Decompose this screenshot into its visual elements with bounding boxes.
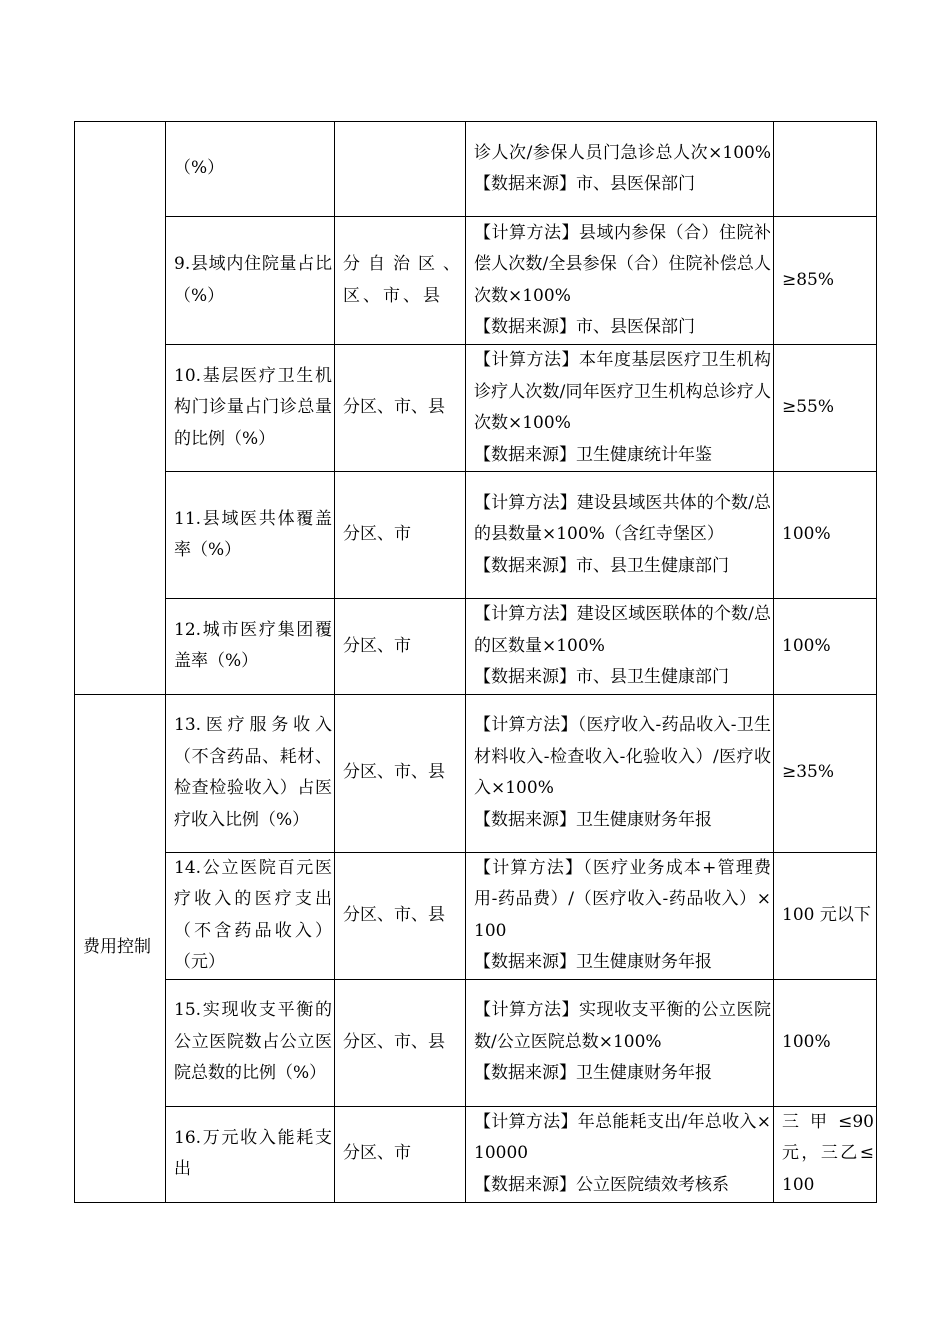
method-cell xyxy=(466,122,774,217)
source-text: 【数据来源】市、县医保部门 xyxy=(474,317,695,337)
method-text: 诊人次/参保人员门急诊总人次×100%【数据来源】市、县医保部门 xyxy=(474,142,771,194)
level-cell: 分区、市、县 xyxy=(335,979,466,1106)
indicator-cell: 9.县域内住院量占比（%） xyxy=(166,217,335,345)
category-cell xyxy=(75,122,166,695)
method-cell xyxy=(466,979,774,1106)
category-cell: 费用控制 xyxy=(75,694,166,1202)
level-cell: 分区、市、县 xyxy=(335,852,466,979)
level-cell: 分区、市 xyxy=(335,1106,466,1202)
level-cell: 分区、市、县 xyxy=(335,345,466,472)
indicator-cell: 16.万元收入能耗支出 xyxy=(166,1106,335,1202)
method-text: 【计算方法】（医疗收入-药品收入-卫生材料收入-检查收入-化验收入）/医疗收入×100% xyxy=(474,715,771,798)
source-text: 【数据来源】卫生健康财务年报 xyxy=(474,809,712,830)
indicator-cell: 14.公立医院百元医疗收入的医疗支出（不含药品收入）（元） xyxy=(166,852,335,979)
table-row xyxy=(75,1106,877,1202)
target-cell: ≥35% xyxy=(774,694,877,852)
source-text: 【数据来源】市、县卫生健康部门 xyxy=(474,667,729,687)
target-cell: ≥85% xyxy=(774,217,877,345)
method-text: 【计算方法】县域内参保（合）住院补偿人次数/全县参保（合）住院补偿总人次数×100% xyxy=(474,222,771,306)
source-text: 【数据来源】公立医院绩效考核系 xyxy=(474,1174,729,1195)
indicator-cell: 15.实现收支平衡的公立医院数占公立医院总数的比例（%） xyxy=(166,979,335,1106)
source-text: 【数据来源】卫生健康财务年报 xyxy=(474,952,712,972)
table-row xyxy=(75,694,877,852)
table-row xyxy=(75,599,877,695)
target-cell: 100 元以下 xyxy=(774,852,877,979)
method-text: 【计算方法】实现收支平衡的公立医院数/公立医院总数×100% xyxy=(474,1000,771,1052)
indicator-cell: （%） xyxy=(166,122,335,217)
method-cell xyxy=(466,345,774,472)
target-cell: 100% xyxy=(774,979,877,1106)
level-cell xyxy=(335,122,466,217)
target-cell: 三甲≤90元，三乙≤ 100 xyxy=(774,1106,877,1202)
target-cell xyxy=(774,122,877,217)
indicator-cell: 10.基层医疗卫生机构门诊量占门诊总量的比例（%） xyxy=(166,345,335,472)
method-text: 【计算方法】年总能耗支出/年总收入×10000 xyxy=(474,1111,771,1164)
method-cell xyxy=(466,217,774,345)
method-cell xyxy=(466,852,774,979)
target-cell: ≥55% xyxy=(774,345,877,472)
method-text: 【计算方法】建设区域医联体的个数/总的区数量×100% xyxy=(474,604,771,656)
level-cell: 分区、市、县 xyxy=(335,694,466,852)
source-text: 【数据来源】卫生健康财务年报 xyxy=(474,1063,712,1084)
method-text: 【计算方法】建设县域医共体的个数/总的县数量×100%（含红寺堡区） xyxy=(474,492,771,545)
table-row xyxy=(75,852,877,979)
indicator-cell: 12.城市医疗集团覆盖率（%） xyxy=(166,599,335,695)
table-row xyxy=(75,122,877,217)
method-cell xyxy=(466,1106,774,1202)
level-cell: 分区、市 xyxy=(335,472,466,599)
indicator-table xyxy=(74,121,908,1203)
source-text: 【数据来源】市、县卫生健康部门 xyxy=(474,555,729,576)
indicator-cell: 11.县域医共体覆盖率（%） xyxy=(166,472,335,599)
target-cell: 100% xyxy=(774,472,877,599)
table-row xyxy=(75,979,877,1106)
table-row xyxy=(75,472,877,599)
method-cell xyxy=(466,472,774,599)
level-cell: 分自治区、区、市、县 xyxy=(335,217,466,345)
method-cell xyxy=(466,599,774,695)
method-cell xyxy=(466,694,774,852)
level-cell: 分区、市 xyxy=(335,599,466,695)
table-row xyxy=(75,217,877,345)
source-text: 【数据来源】卫生健康统计年鉴 xyxy=(474,444,712,465)
method-text: 【计算方法】（医疗业务成本+管理费用-药品费）/（医疗收入-药品收入）×100 xyxy=(474,857,771,941)
indicator-cell: 13.医疗服务收入（不含药品、耗材、检查检验收入）占医疗收入比例（%） xyxy=(166,694,335,852)
method-text: 【计算方法】本年度基层医疗卫生机构诊疗人次数/同年医疗卫生机构总诊疗人次数×100% xyxy=(474,350,771,433)
target-cell: 100% xyxy=(774,599,877,695)
table-row xyxy=(75,345,877,472)
